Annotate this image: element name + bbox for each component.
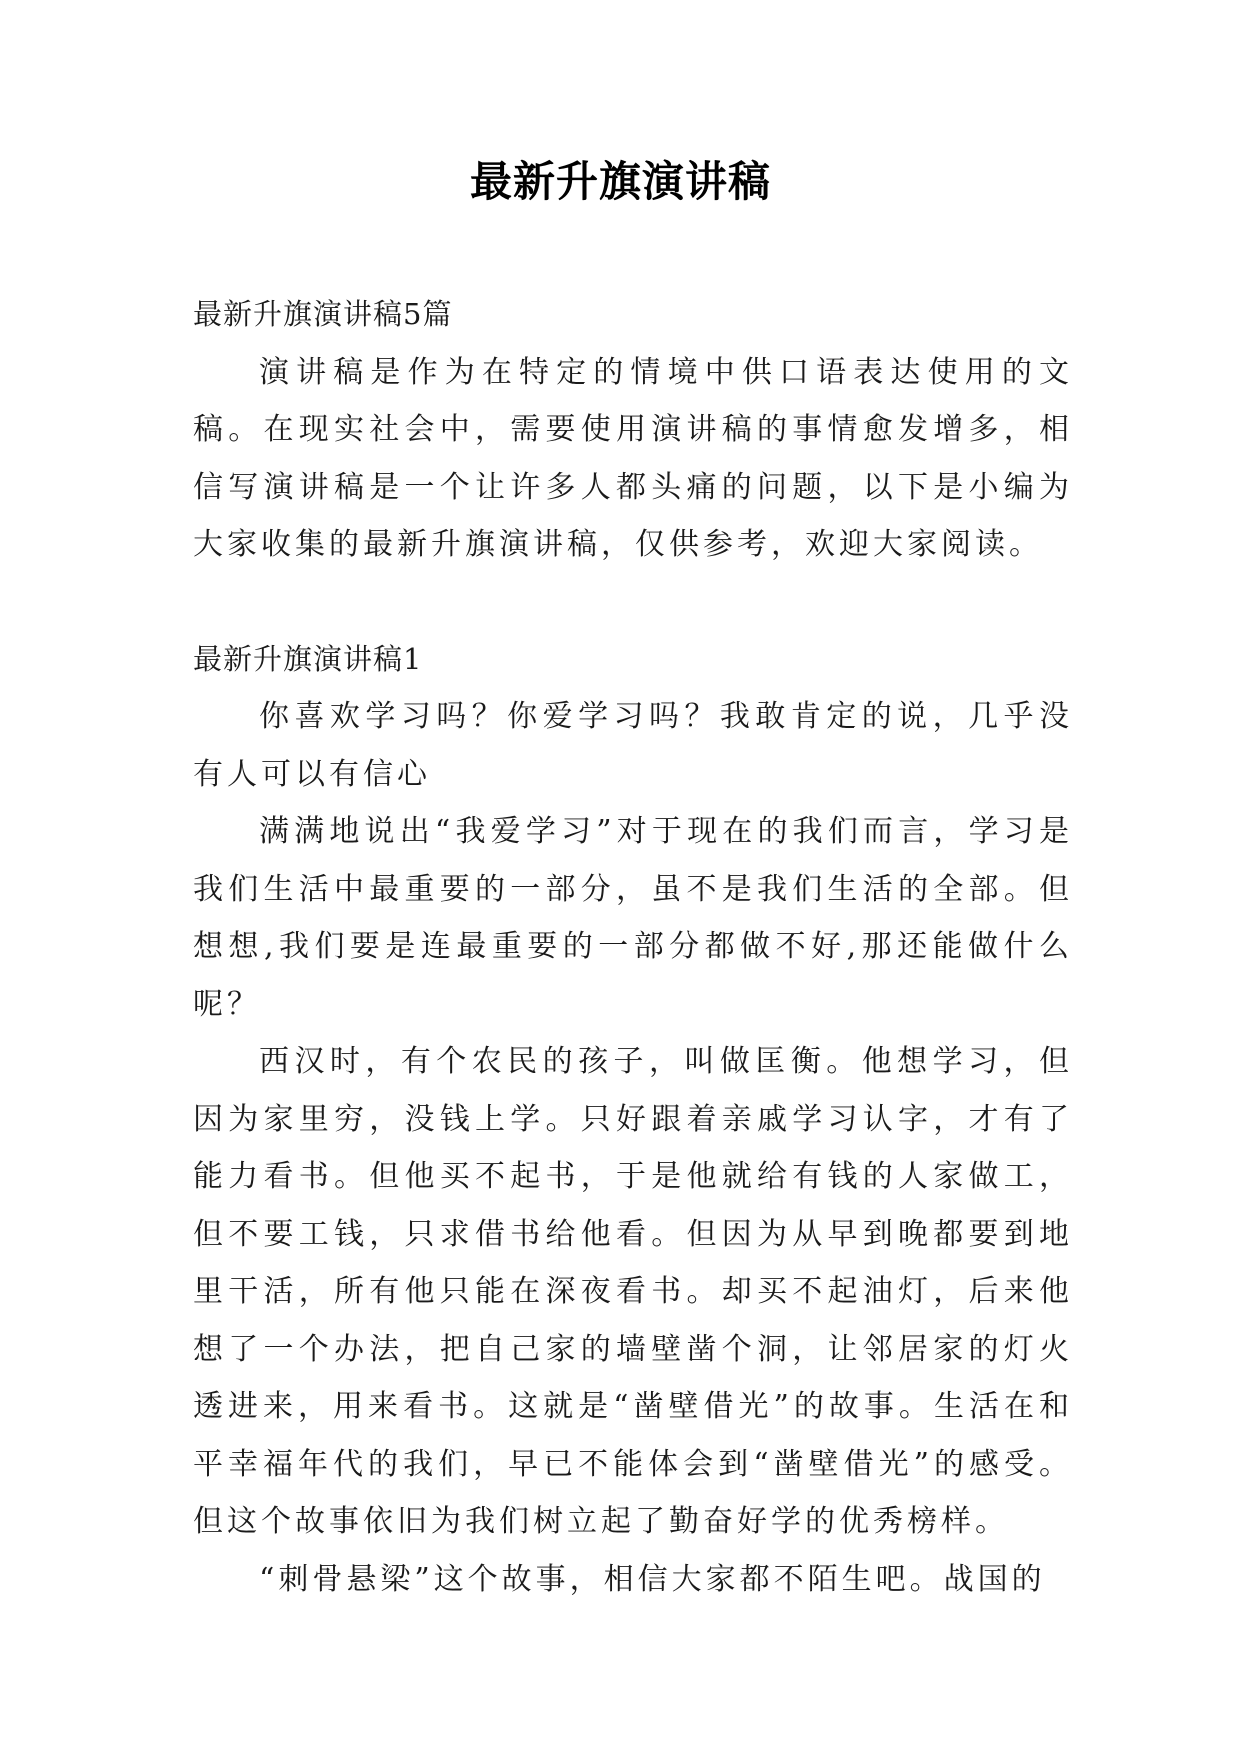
section-spacer [193,574,1073,631]
intro-heading: 最新升旗演讲稿5篇 [193,297,453,331]
section1-paragraph: “刺骨悬梁”这个故事，相信大家都不陌生吧。战国的 [259,1561,1046,1597]
section1-heading: 最新升旗演讲稿1 [193,641,423,676]
document-body [193,286,1073,1608]
section1-paragraph: 你喜欢学习吗？你爱学习吗？我敢肯定的说，几乎没有人可以有信心 [193,699,1073,792]
intro-paragraph: 演讲稿是作为在特定的情境中供口语表达使用的文稿。在现实社会中，需要使用演讲稿的事情愈发增多，相信写演讲稿是一个让许多人都头痛的问题，以下是小编为大家收集的最新升旗演讲稿，仅供参考，欢迎大家阅读。 [193,354,1073,562]
section1-paragraph: 西汉时，有个农民的孩子，叫做匡衡。他想学习，但因为家里穷，没钱上学。只好跟着亲戚学习认字，才有了能力看书。但他买不起书，于是他就给有钱的人家做工，但不要工钱，只求借书给他看。但因为从早到晚都要到地里干活，所有他只能在深夜看书。却买不起油灯，后来他想了一个办法，把自己家的墙壁凿个洞，让邻居家的灯火透进来，用来看书。这就是“凿壁借光”的故事。生活在和平幸福年代的我们，早已不能体会到“凿壁借光”的感受。但这个故事依旧为我们树立起了勤奋好学的优秀榜样。 [193,1044,1073,1539]
section1-paragraph: 满满地说出“我爱学习”对于现在的我们而言，学习是我们生活中最重要的一部分，虽不是我们生活的全部。但想想,我们要是连最重要的一部分都做不好,那还能做什么呢？ [193,814,1073,1022]
document-title: 最新升旗演讲稿 [469,157,771,206]
